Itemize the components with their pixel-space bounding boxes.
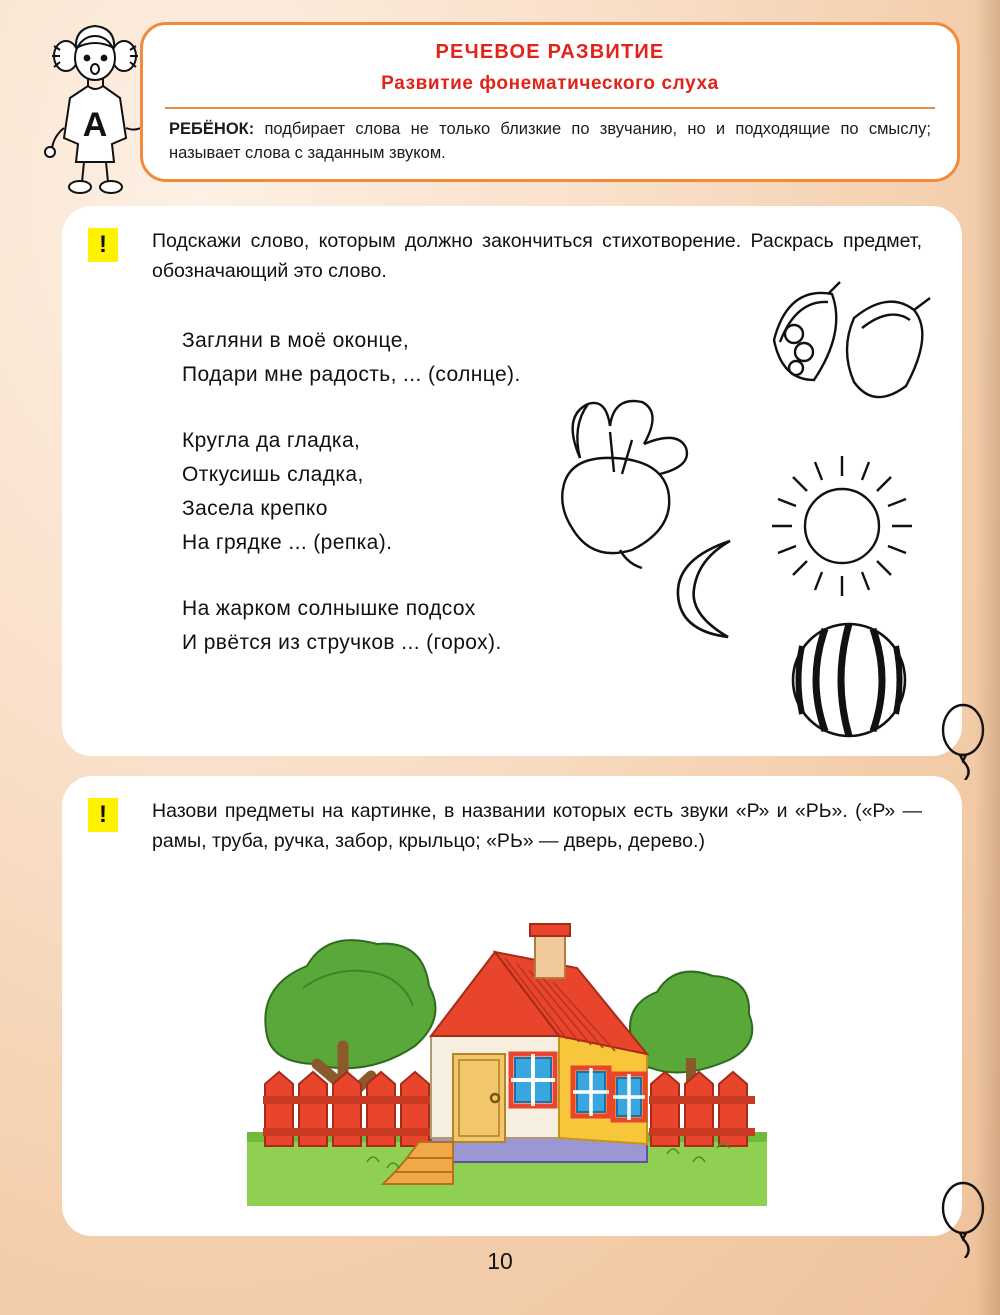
mascot-girl-illustration [40,16,150,196]
exercise-card-1 [62,206,962,756]
mascot-letter: А [82,106,108,144]
header-description-label: РЕБЁНОК: [169,120,255,138]
exercise-1-instruction: Подскажи слово, которым должно закончиться стихотворение. Раскрась предмет, обозначающий это слово. [152,230,922,283]
poem-3 [182,592,521,660]
poem-1 [182,324,521,392]
page-title: РЕЧЕВОЕ РАЗВИТИЕ [435,41,665,63]
poem-line: Засела крепко [182,497,328,521]
house-with-trees-and-fence-illustration [247,896,767,1206]
poem-line: Откусишь сладка, [182,463,364,487]
page-subtitle: Развитие фонематического слуха [381,73,719,94]
header-divider [165,107,935,109]
header-card [140,22,960,182]
exercise-marker-icon: ! [88,798,118,832]
sun-drawing [762,446,922,611]
poem-line: На грядке ... (репка). [182,531,393,555]
header-description-text: подбирает слова не только близкие по звучанию, но и подходящие по смыслу; называет слова с заданным звуком. [169,120,931,162]
peas-pod-drawing [762,276,952,441]
poem-list [182,324,521,660]
fence-left [263,1072,435,1146]
page-number: 10 [487,1248,513,1274]
poem-line: И рвётся из стручков ... (горох). [182,631,502,655]
poem-line: Кругла да гладка, [182,429,361,453]
exercise-marker-icon: ! [88,228,118,262]
poem-line: Подари мне радость, ... (солнце). [182,363,521,387]
page-edge-shadow [974,0,1000,1315]
poem-2 [182,424,521,560]
fence-right [649,1072,755,1146]
header-description [169,118,931,166]
moon-drawing [652,531,762,656]
poem-line: Загляни в моё оконце, [182,329,410,352]
poem-line: На жарком солнышке подсох [182,597,476,621]
exercise-2-instruction: Назови предметы на картинке, в названии которых есть звуки «Р» и «РЬ». («Р» — рамы, труба, ручка, забор, крыльцо; «РЬ» — дверь, дерево.) [152,800,922,853]
exercise-card-2 [62,776,962,1236]
watermelon-drawing [777,616,927,751]
